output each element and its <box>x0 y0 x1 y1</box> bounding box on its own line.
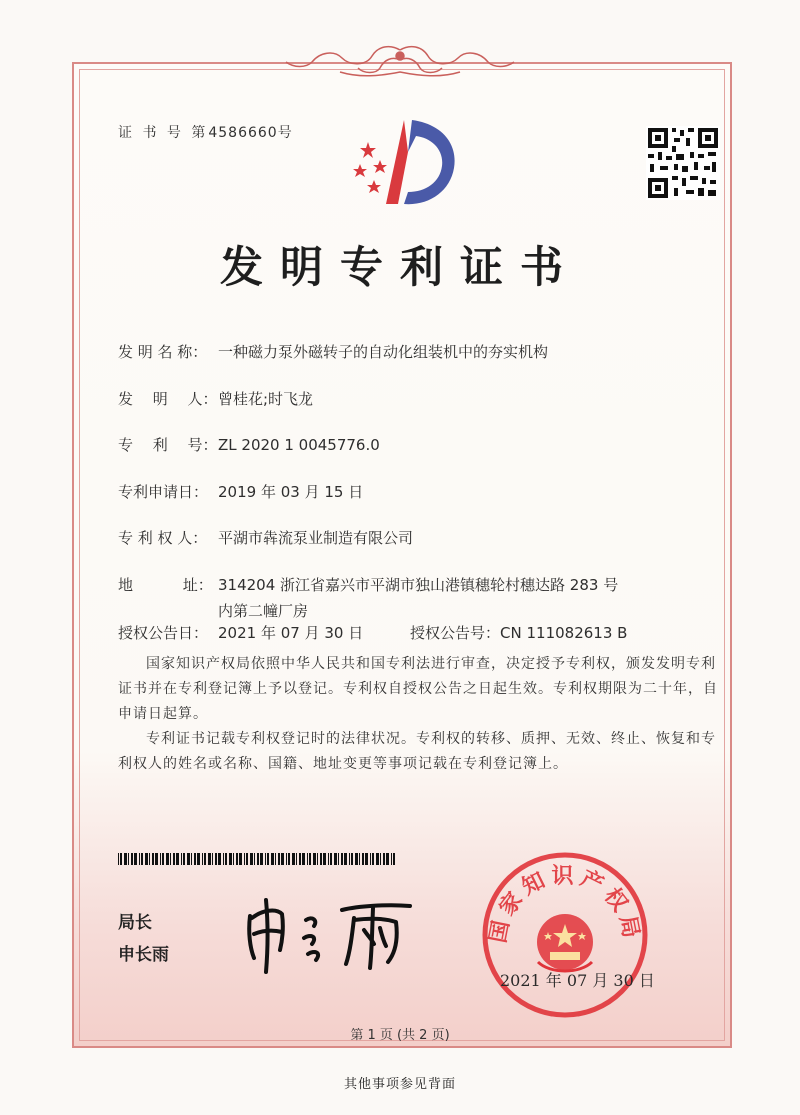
certificate-number-suffix: 号 <box>277 125 293 141</box>
barcode-icon <box>118 853 398 865</box>
footer-note: 其他事项参见背面 <box>343 1077 456 1092</box>
address-line-2: 内第二幢厂房 <box>218 602 309 620</box>
field-value: ZL 2020 1 0045776.0 <box>218 436 380 454</box>
field-inventor <box>118 388 313 409</box>
certificate-number <box>118 122 293 142</box>
patent-office-logo-icon <box>346 112 466 224</box>
certificate-number-value: 4586660 <box>208 125 278 141</box>
certificate-number-label: 证 书 号 第 <box>118 125 209 141</box>
field-address <box>118 574 618 595</box>
seal-date: 2021 年 07 月 30 日 <box>500 971 655 990</box>
field-patentee <box>118 527 413 548</box>
director-name: 申长雨 <box>118 945 169 965</box>
field-patent-number <box>118 434 380 455</box>
field-invention-name <box>118 341 548 362</box>
field-value: 2021 年 07 月 30 日 <box>218 624 364 642</box>
official-seal-icon <box>480 850 650 1020</box>
field-application-date <box>118 481 363 502</box>
director-title: 局长 <box>118 913 152 933</box>
field-value: 平湖市犇流泵业制造有限公司 <box>218 529 414 547</box>
certificate-title: 发明专利证书 <box>220 243 580 293</box>
page-number: 第 1 页 (共 2 页) <box>350 1028 450 1043</box>
field-value: 一种磁力泵外磁转子的自动化组装机中的夯实机构 <box>218 343 549 361</box>
field-value: 曾桂花;时飞龙 <box>218 390 314 408</box>
field-label: 专 利 号： <box>118 436 218 454</box>
field-label: 授权公告日： <box>118 624 209 642</box>
top-ornament-icon <box>280 42 520 82</box>
field-label: 专利申请日： <box>118 483 209 501</box>
field-grant-date <box>118 622 363 643</box>
field-label: 发 明 名 称： <box>118 343 208 361</box>
field-value: CN 111082613 B <box>500 624 628 642</box>
field-value: 314204 浙江省嘉兴市平湖市独山港镇穗轮村穗达路 283 号 <box>218 576 619 594</box>
field-label: 授权公告号： <box>410 624 501 642</box>
qr-code-icon <box>646 126 720 200</box>
field-value: 2019 年 03 月 15 日 <box>218 483 364 501</box>
field-label: 专 利 权 人： <box>118 529 208 547</box>
field-label: 地 址： <box>118 576 213 594</box>
field-grant-pub-number <box>410 622 627 643</box>
body-paragraph-1: 国家知识产权局依照中华人民共和国专利法进行审查，决定授予专利权，颁发发明专利证书并在专利登记簿上予以登记。专利权自授权公告之日起生效。专利权期限为二十年，自申请日起算。 <box>118 656 718 722</box>
field-label: 发 明 人： <box>118 390 218 408</box>
seal-text: 国家知识产权局 <box>485 863 645 945</box>
body-paragraph-2: 专利证书记载专利权登记时的法律状况。专利权的转移、质押、无效、终止、恢复和专利权人的姓名或名称、国籍、地址变更等事项记载在专利登记簿上。 <box>118 731 716 772</box>
signature-icon <box>238 892 418 974</box>
